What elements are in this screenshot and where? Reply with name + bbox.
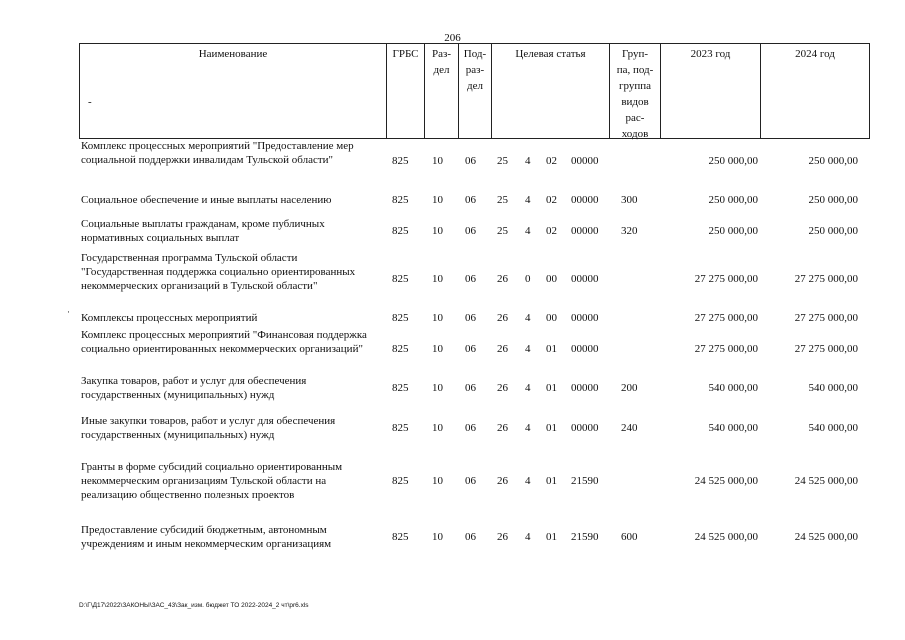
row-t2: 4 <box>525 312 531 324</box>
header-razdel <box>425 44 459 139</box>
row-amount-2024: 250 000,00 <box>808 155 858 167</box>
row-t1: 26 <box>497 422 508 434</box>
header-group-line: ходов <box>621 128 649 140</box>
table-row <box>79 460 879 504</box>
header-group-line: видов <box>621 96 649 108</box>
row-amount-2024: 540 000,00 <box>808 422 858 434</box>
row-t4: 00000 <box>571 225 599 237</box>
header-grbs: ГРБС <box>387 44 425 139</box>
row-podrazdel: 06 <box>465 194 476 206</box>
header-podrazdel-line: Под- <box>463 48 487 60</box>
row-t2: 4 <box>525 422 531 434</box>
header-2023: 2023 год <box>661 44 761 139</box>
header-group-line: па, под- <box>616 64 654 76</box>
row-name: Комплекс процессных мероприятий "Финансовая поддержка социально ориентированных некоммерческих организаций" <box>81 329 367 355</box>
margin-mark: · <box>67 307 70 317</box>
row-podrazdel: 06 <box>465 155 476 167</box>
row-t1: 26 <box>497 273 508 285</box>
row-amount-2023: 540 000,00 <box>708 422 758 434</box>
row-t3: 00 <box>546 312 557 324</box>
row-t1: 26 <box>497 312 508 324</box>
header-group-line: Груп- <box>621 48 649 60</box>
file-path-footer: D:\Г\Д17\2022\ЗАКОНЫ\ЗАС_43\Зак_изм. бюджет ТО 2022-2024_2 чт\pr6.xls <box>79 602 309 609</box>
row-amount-2023: 250 000,00 <box>708 155 758 167</box>
table-row <box>79 217 879 247</box>
header-razdel-line: дел <box>433 64 450 76</box>
row-podrazdel: 06 <box>465 273 476 285</box>
row-podrazdel: 06 <box>465 422 476 434</box>
row-amount-2023: 24 525 000,00 <box>694 531 758 543</box>
row-grbs: 825 <box>392 422 409 434</box>
row-t4: 00000 <box>571 155 599 167</box>
row-name: Иные закупки товаров, работ и услуг для обеспечения государственных (муниципальных) нужд <box>81 415 336 441</box>
row-razdel: 10 <box>432 343 443 355</box>
row-t2: 4 <box>525 343 531 355</box>
header-podrazdel <box>459 44 492 139</box>
row-name: Государственная программа Тульской области "Государственная поддержка социально ориентированных некоммерческих организаций в Тульской области" <box>81 252 356 292</box>
header-group <box>610 44 661 139</box>
row-name: Закупка товаров, работ и услуг для обеспечения государственных (муниципальных) нужд <box>81 375 307 401</box>
row-t4: 00000 <box>571 194 599 206</box>
row-group: 600 <box>621 531 638 543</box>
row-name: Комплексы процессных мероприятий <box>81 312 258 324</box>
table-row <box>79 311 879 327</box>
row-amount-2024: 27 275 000,00 <box>794 343 858 355</box>
row-podrazdel: 06 <box>465 312 476 324</box>
page-number: 206 <box>444 32 461 44</box>
header-razdel-line: Раз- <box>431 48 451 60</box>
row-razdel: 10 <box>432 155 443 167</box>
row-podrazdel: 06 <box>465 225 476 237</box>
row-t2: 4 <box>525 225 531 237</box>
row-grbs: 825 <box>392 312 409 324</box>
header-group-line: рас- <box>625 112 645 124</box>
row-name: Комплекс процессных мероприятий "Предоставление мер социальной поддержки инвалидам Тульской области" <box>81 140 354 166</box>
header-2024: 2024 год <box>761 44 870 139</box>
row-razdel: 10 <box>432 382 443 394</box>
row-t3: 02 <box>546 155 557 167</box>
row-t3: 01 <box>546 382 557 394</box>
row-amount-2023: 27 275 000,00 <box>694 312 758 324</box>
row-grbs: 825 <box>392 475 409 487</box>
row-t3: 00 <box>546 273 557 285</box>
row-amount-2023: 250 000,00 <box>708 225 758 237</box>
row-amount-2024: 27 275 000,00 <box>794 273 858 285</box>
row-amount-2024: 24 525 000,00 <box>794 475 858 487</box>
row-amount-2024: 540 000,00 <box>808 382 858 394</box>
row-t4: 00000 <box>571 422 599 434</box>
row-t1: 25 <box>497 194 508 206</box>
row-podrazdel: 06 <box>465 382 476 394</box>
table-row <box>79 374 879 404</box>
row-t2: 0 <box>525 273 531 285</box>
table-row <box>79 523 879 553</box>
row-group: 240 <box>621 422 638 434</box>
row-t2: 4 <box>525 194 531 206</box>
row-name: Социальное обеспечение и иные выплаты населению <box>81 194 332 206</box>
table-row <box>79 193 879 209</box>
row-t2: 4 <box>525 155 531 167</box>
row-amount-2023: 27 275 000,00 <box>694 273 758 285</box>
row-amount-2024: 250 000,00 <box>808 194 858 206</box>
row-group: 300 <box>621 194 638 206</box>
row-amount-2024: 24 525 000,00 <box>794 531 858 543</box>
row-t3: 01 <box>546 475 557 487</box>
row-t2: 4 <box>525 382 531 394</box>
header-target: Целевая статья <box>492 44 610 139</box>
table-row <box>79 414 879 444</box>
row-razdel: 10 <box>432 531 443 543</box>
row-podrazdel: 06 <box>465 475 476 487</box>
header-group-line: группа <box>618 80 652 92</box>
row-amount-2024: 27 275 000,00 <box>794 312 858 324</box>
row-name: Социальные выплаты гражданам, кроме публичных нормативных социальных выплат <box>81 218 325 244</box>
table-row <box>79 328 879 372</box>
row-t3: 02 <box>546 194 557 206</box>
table-row <box>79 139 879 184</box>
table-header <box>79 43 870 139</box>
header-podrazdel-line: раз- <box>465 64 485 76</box>
row-t3: 01 <box>546 422 557 434</box>
row-amount-2023: 250 000,00 <box>708 194 758 206</box>
row-grbs: 825 <box>392 225 409 237</box>
row-grbs: 825 <box>392 382 409 394</box>
row-group: 200 <box>621 382 638 394</box>
row-t2: 4 <box>525 475 531 487</box>
row-podrazdel: 06 <box>465 531 476 543</box>
row-name: Предоставление субсидий бюджетным, автономным учреждениям и иным некоммерческим организациям <box>81 524 332 550</box>
row-t4: 00000 <box>571 312 599 324</box>
table-row <box>79 251 879 309</box>
header-dash: - <box>88 96 92 108</box>
row-grbs: 825 <box>392 273 409 285</box>
row-t4: 00000 <box>571 343 599 355</box>
row-t4: 21590 <box>571 531 599 543</box>
row-amount-2023: 540 000,00 <box>708 382 758 394</box>
row-podrazdel: 06 <box>465 343 476 355</box>
row-razdel: 10 <box>432 194 443 206</box>
row-t3: 01 <box>546 343 557 355</box>
row-t1: 26 <box>497 382 508 394</box>
row-t1: 25 <box>497 225 508 237</box>
row-amount-2023: 27 275 000,00 <box>694 343 758 355</box>
row-t3: 01 <box>546 531 557 543</box>
row-t1: 26 <box>497 531 508 543</box>
row-razdel: 10 <box>432 225 443 237</box>
row-amount-2023: 24 525 000,00 <box>694 475 758 487</box>
row-amount-2024: 250 000,00 <box>808 225 858 237</box>
row-t3: 02 <box>546 225 557 237</box>
row-grbs: 825 <box>392 343 409 355</box>
row-razdel: 10 <box>432 312 443 324</box>
row-t1: 26 <box>497 343 508 355</box>
row-t2: 4 <box>525 531 531 543</box>
row-razdel: 10 <box>432 422 443 434</box>
row-razdel: 10 <box>432 273 443 285</box>
row-grbs: 825 <box>392 194 409 206</box>
row-t1: 25 <box>497 155 508 167</box>
row-grbs: 825 <box>392 531 409 543</box>
header-name: Наименование <box>80 44 387 139</box>
row-t4: 21590 <box>571 475 599 487</box>
row-t1: 26 <box>497 475 508 487</box>
row-razdel: 10 <box>432 475 443 487</box>
header-podrazdel-line: дел <box>467 80 483 92</box>
row-name: Гранты в форме субсидий социально ориентированным некоммерческим организациям Тульской области на реализацию общественно полезных проектов <box>81 461 343 501</box>
row-t4: 00000 <box>571 382 599 394</box>
row-t4: 00000 <box>571 273 599 285</box>
row-group: 320 <box>621 225 638 237</box>
row-grbs: 825 <box>392 155 409 167</box>
